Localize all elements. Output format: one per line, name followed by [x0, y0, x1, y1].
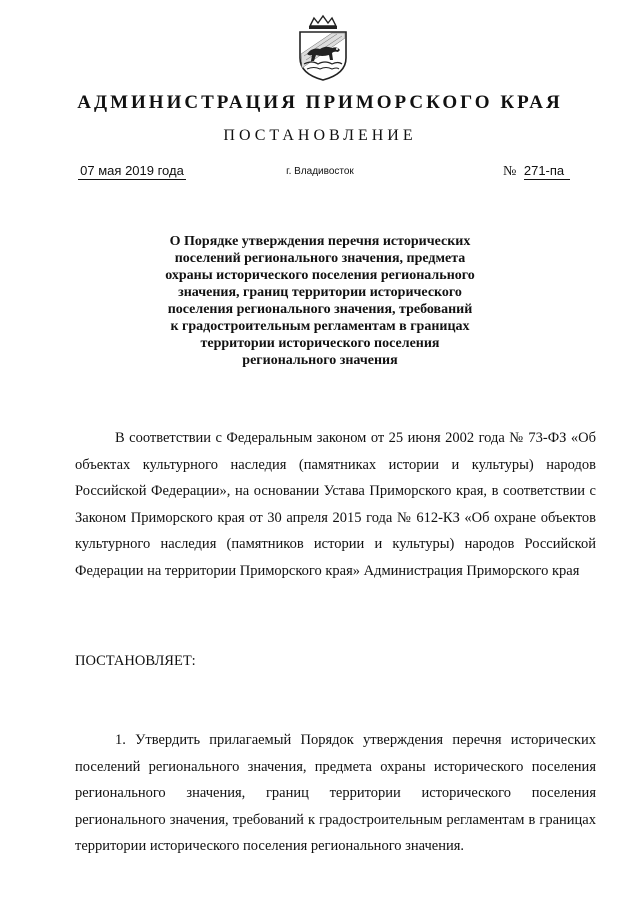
coat-of-arms-icon: [292, 14, 354, 82]
heading-line: регионального значения: [242, 353, 398, 368]
heading-line: поселений регионального значения, предмета: [174, 251, 466, 266]
document-type: ПОСТАНОВЛЕНИЕ: [223, 127, 417, 144]
document-date: 07 мая 2019 года: [78, 163, 186, 180]
heading-line: территории исторического поселения: [200, 336, 440, 351]
heading-line: поселения регионального значения, требований: [167, 302, 473, 317]
document-city: г. Владивосток: [286, 166, 354, 177]
heading-line: к градостроительным регламентам в границах: [170, 319, 470, 334]
heading-line: О Порядке утверждения перечня исторических: [169, 234, 471, 249]
organization-title: АДМИНИСТРАЦИЯ ПРИМОРСКОГО КРАЯ: [77, 92, 563, 113]
document-number-block: [503, 163, 570, 180]
resolution-item-1: 1. Утвердить прилагаемый Порядок утверждения перечня исторических поселений регионального значения, предмета охраны исторического поселения регионального значения, границ территории исторического поселения регионального значения, требований к градостроительным регламентам в границах территории исторического поселения регионального значения.: [75, 732, 596, 854]
document-number: 271-па: [524, 163, 570, 180]
heading-line: охраны исторического поселения регионального: [165, 268, 475, 283]
preamble-paragraph: В соответствии с Федеральным законом от 25 июня 2002 года № 73-ФЗ «Об объектах культурного наследия (памятниках истории и культуры) народов Российской Федерации», на основании Устава Приморского края, в соответствии с Законом Приморского края от 30 апреля 2015 года № 612-КЗ «Об охране объектов культурного наследия (памятников истории и культуры) народов Российской Федерации на территории Приморского края» Администрация Приморского края: [75, 430, 596, 579]
document-heading: [150, 233, 490, 369]
number-sign: №: [503, 164, 517, 179]
heading-line: значения, границ территории исторического: [178, 285, 462, 300]
resolves-label: ПОСТАНОВЛЯЕТ:: [75, 653, 196, 669]
